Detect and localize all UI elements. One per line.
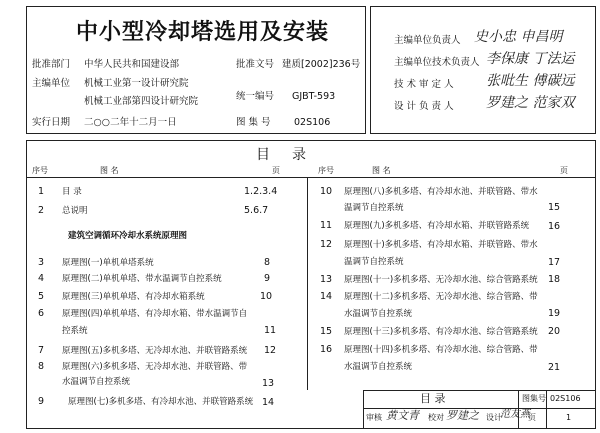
- toc-name: 原理图(十一)多机多塔、无冷却水池、综合管路系统: [344, 275, 538, 285]
- toc-page: 15: [548, 202, 561, 213]
- doc-no-value: 建质[2002]236号: [282, 59, 361, 70]
- toc-num: 13: [320, 274, 333, 285]
- col-num-right: 序号: [318, 166, 334, 175]
- editor-label: 主编单位: [32, 78, 71, 89]
- signer-frame: [370, 6, 596, 134]
- signature: 史小忠 申昌明: [474, 29, 563, 45]
- toc-name: 原理图(七)多机多塔、有冷却水池、并联管路系统: [68, 397, 254, 407]
- toc-num: 7: [38, 345, 45, 356]
- approver-value: 中华人民共和国建设部: [84, 59, 180, 70]
- toc-page: 10: [260, 291, 273, 302]
- toc-num: 1: [38, 186, 45, 197]
- footer-review-label: 审核: [366, 413, 382, 422]
- toc-name: 原理图(四)单机单塔、有冷却水箱、带水温调节自: [62, 309, 248, 319]
- toc-name: 原理图(一)单机单塔系统: [62, 258, 154, 268]
- col-name-right: 图 名: [372, 166, 391, 175]
- footer-div-2: [546, 390, 547, 429]
- toc-page: 17: [548, 257, 561, 268]
- toc-num: 12: [320, 239, 333, 250]
- toc-name-cont: 控系统: [62, 326, 88, 336]
- toc-name-cont: 水温调节自控系统: [344, 362, 413, 372]
- toc-num: 15: [320, 326, 333, 337]
- toc-num: 3: [38, 257, 45, 268]
- toc-name: 原理图(五)多机多塔、无冷却水池、并联管路系统: [62, 346, 248, 356]
- col-num-left: 序号: [32, 166, 48, 175]
- col-name-left: 图 名: [100, 166, 119, 175]
- toc-header-divider: [26, 177, 596, 178]
- toc-name: 原理图(六)多机多塔、无冷却水池、并联管路、带: [62, 362, 248, 372]
- toc-num: 8: [38, 361, 45, 372]
- section-heading: 建筑空调循环冷却水系统原理图: [68, 231, 188, 241]
- editor-value-2: 机械工业部第四设计研究院: [84, 96, 199, 107]
- approver-label: 批准部门: [32, 59, 71, 70]
- atlas-value: 02S106: [294, 117, 331, 128]
- toc-name: 原理图(十三)多机多塔、有冷却水池、综合管路系统: [344, 327, 538, 337]
- toc-num: 14: [320, 291, 333, 302]
- toc-page: 19: [548, 308, 561, 319]
- footer-design-label: 设计: [486, 413, 502, 422]
- toc-page: 12: [264, 345, 277, 356]
- code-label: 统一编号: [236, 91, 275, 102]
- toc-num: 4: [38, 273, 45, 284]
- toc-page: 14: [262, 397, 275, 408]
- footer-design-name: 范友燕: [500, 409, 530, 420]
- toc-name: 目 录: [62, 187, 82, 197]
- toc-page: 1.2.3.4: [244, 186, 278, 197]
- toc-page: 20: [548, 326, 561, 337]
- toc-column-divider: [307, 177, 308, 390]
- atlas-label: 图 集 号: [236, 117, 271, 128]
- date-label: 实行日期: [32, 117, 71, 128]
- toc-title: 目录: [256, 147, 328, 163]
- toc-name-cont: 温调节自控系统: [344, 203, 404, 213]
- toc-page: 5.6.7: [244, 205, 269, 216]
- toc-num: 5: [38, 291, 45, 302]
- date-value: 二○○二年十二月一日: [84, 117, 177, 128]
- footer-page-label: 页: [528, 413, 536, 422]
- toc-name: 原理图(八)多机多塔、有冷却水池、并联管路、带水: [344, 187, 538, 197]
- editor-value-1: 机械工业第一设计研究院: [84, 78, 189, 89]
- footer-review-name: 黄文青: [386, 409, 419, 422]
- toc-page: 11: [264, 325, 277, 336]
- signer-label: 主编单位技术负责人: [394, 57, 480, 68]
- footer-atlas-label: 图集号: [522, 394, 546, 403]
- toc-num: 9: [38, 396, 45, 407]
- toc-page: 21: [548, 362, 561, 373]
- toc-num: 11: [320, 220, 333, 231]
- toc-name: 原理图(二)单机单塔、带水温调节自控系统: [62, 274, 222, 284]
- signature: 罗建之 范家双: [486, 95, 575, 111]
- toc-name: 原理图(三)单机单塔、有冷却水箱系统: [62, 292, 205, 302]
- toc-page: 18: [548, 274, 561, 285]
- footer-check-name: 罗建之: [446, 409, 479, 422]
- footer-check-label: 校对: [428, 413, 444, 422]
- toc-page: 9: [264, 273, 271, 284]
- toc-name: 原理图(十)多机多塔、有冷却水箱、并联管路、带水: [344, 240, 538, 250]
- toc-name: 总说明: [62, 206, 88, 216]
- toc-name: 原理图(十二)多机多塔、无冷却水池、综合管路、带: [344, 292, 538, 302]
- toc-page: 13: [262, 378, 275, 389]
- toc-num: 2: [38, 205, 45, 216]
- col-page-left: 页: [272, 166, 280, 175]
- doc-no-label: 批准文号: [236, 59, 275, 70]
- signer-label: 主编单位负责人: [394, 35, 461, 46]
- toc-name-cont: 水温调节自控系统: [62, 377, 131, 387]
- code-value: GJBT-593: [292, 91, 336, 102]
- footer-top-line: [363, 390, 596, 391]
- footer-title: 目 录: [420, 392, 446, 405]
- toc-num: 16: [320, 344, 333, 355]
- toc-name: 原理图(十四)多机多塔、有冷却水池、综合管路、带: [344, 345, 538, 355]
- toc-name-cont: 温调节自控系统: [344, 257, 404, 267]
- toc-name-cont: 水温调节自控系统: [344, 309, 413, 319]
- signer-label: 设 计 负 责 人: [394, 101, 454, 112]
- toc-name: 原理图(九)多机多塔、有冷却水箱、并联管路系统: [344, 221, 530, 231]
- toc-num: 6: [38, 308, 45, 319]
- signer-label: 技 术 审 定 人: [394, 79, 454, 90]
- col-page-right: 页: [560, 166, 568, 175]
- toc-page: 8: [264, 257, 271, 268]
- toc-page: 16: [548, 221, 561, 232]
- footer-atlas-value: 02S106: [550, 394, 581, 403]
- signature: 李保康 丁法运: [486, 51, 575, 67]
- signature: 张吡生 傅碳远: [486, 73, 575, 89]
- document-title: 中小型冷却塔选用及安装: [76, 20, 330, 45]
- footer-page-value: 1: [566, 413, 572, 422]
- footer-left-line: [363, 390, 364, 429]
- toc-num: 10: [320, 186, 333, 197]
